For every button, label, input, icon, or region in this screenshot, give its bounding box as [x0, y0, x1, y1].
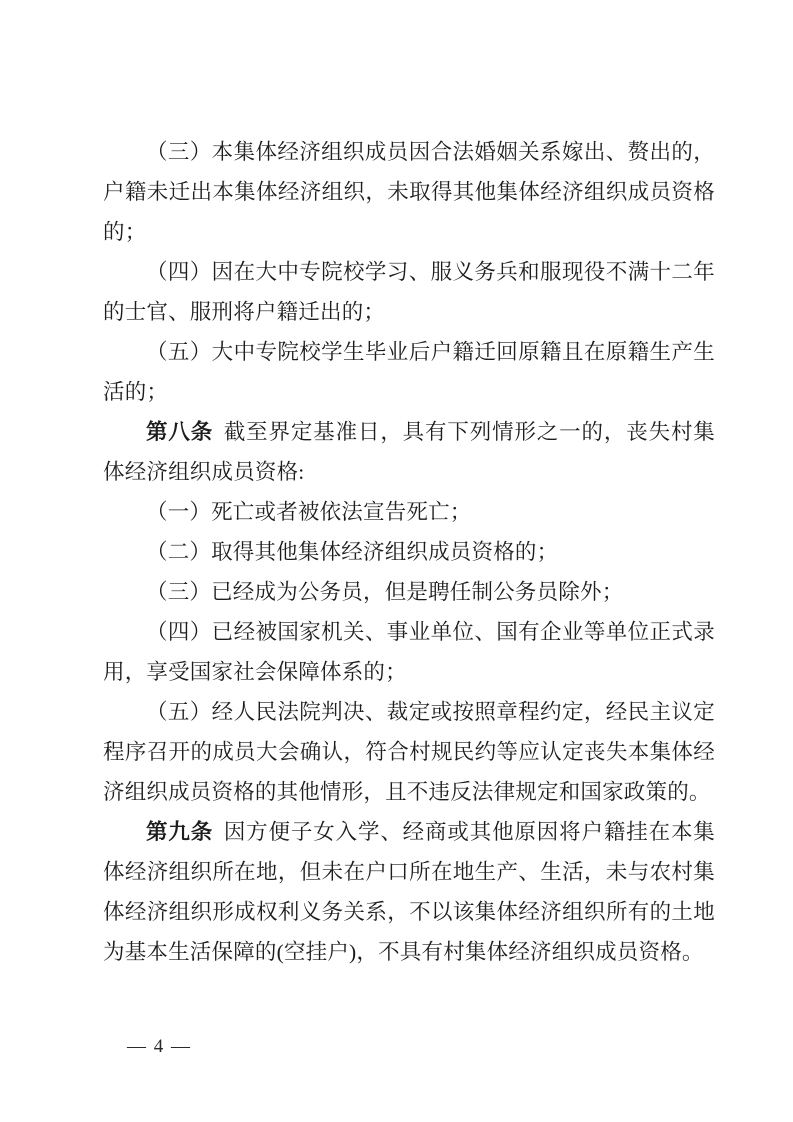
article-8-number: 第八条 [146, 420, 214, 444]
paragraph-a8-item-1: （一）死亡或者被依法宣告死亡； [146, 500, 472, 524]
paragraph-a8-item-4: （四）已经被国家机关、事业单位、国有企业等单位正式录用，享受国家社会保障体系的； [103, 620, 715, 684]
article-9-number: 第九条 [146, 820, 214, 844]
paragraph-item-4: （四）因在大中专院校学习、服义务兵和服现役不满十二年的士官、服刑将户籍迁出的； [103, 260, 715, 324]
article-9-text: 因方便子女入学、经商或其他原因将户籍挂在本集体经济组织所在地，但未在户口所在地生产、生活，未与农村集体经济组织形成权利义务关系，不以该集体经济组织所有的土地为基本生活保障的(空挂户)，不具有村集体经济组织成员资格。 [103, 820, 715, 964]
paragraph-article-9 [103, 812, 715, 972]
document-body [103, 132, 715, 972]
article-8-text: 截至界定基准日，具有下列情形之一的，丧失村集体经济组织成员资格: [103, 420, 715, 484]
paragraph-a8-item-3: （三）已经成为公务员，但是聘任制公务员除外； [146, 580, 624, 604]
page-number: — 4 — [127, 1036, 192, 1057]
paragraph-a8-item-5: （五）经人民法院判决、裁定或按照章程约定，经民主议定程序召开的成员大会确认，符合村规民约等应认定丧失本集体经济组织成员资格的其他情形，且不违反法律规定和国家政策的。 [103, 700, 715, 804]
paragraph-article-8 [103, 412, 715, 492]
paragraph-item-3: （三）本集体经济组织成员因合法婚姻关系嫁出、赘出的，户籍未迁出本集体经济组织，未取得其他集体经济组织成员资格的； [103, 140, 715, 244]
paragraph-a8-item-2: （二）取得其他集体经济组织成员资格的； [146, 540, 559, 564]
paragraph-item-5: （五）大中专院校学生毕业后户籍迁回原籍且在原籍生产生活的； [103, 340, 715, 404]
